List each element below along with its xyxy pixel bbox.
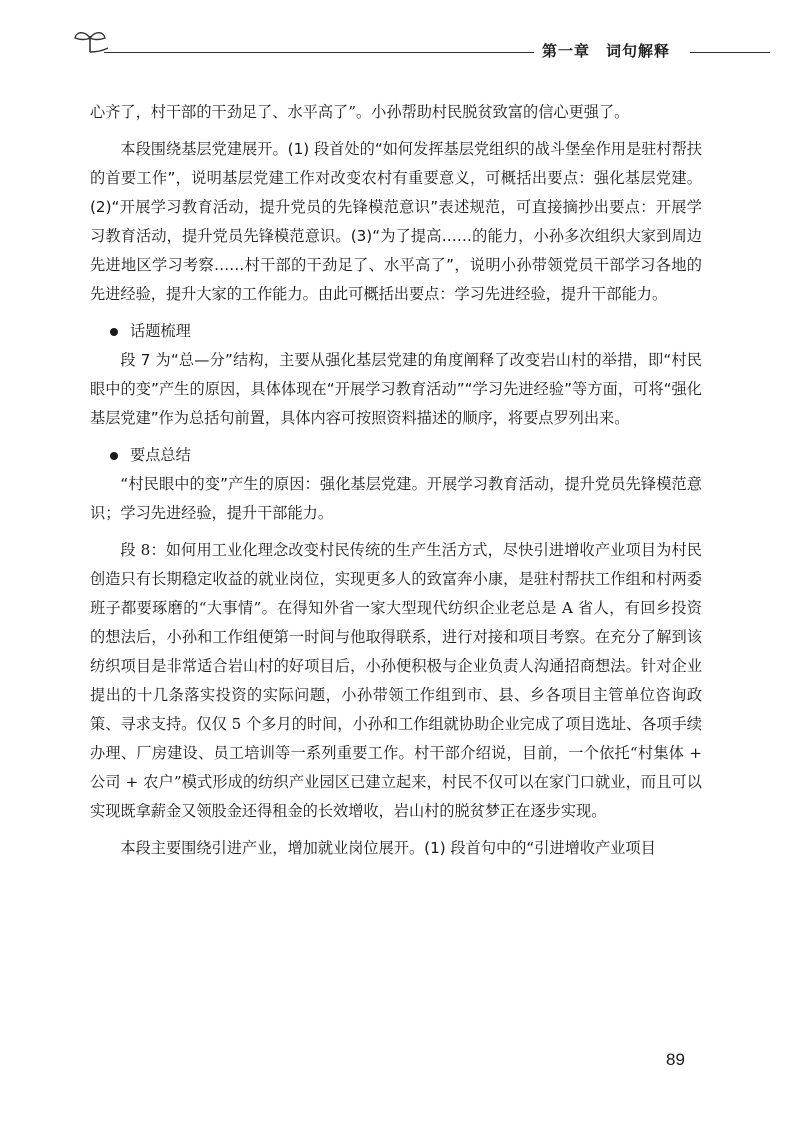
paragraph: 本段主要围绕引进产业，增加就业岗位展开。(1) 段首句中的“引进增收产业项目 — [120, 839, 656, 857]
section-heading-label: 话题梳理 — [130, 322, 191, 340]
chapter-title: 第一章 词句解释 — [542, 42, 671, 60]
section-heading — [90, 317, 702, 346]
paragraph: 心齐了，村干部的干劲足了、水平高了”。小孙帮助村民脱贫致富的信心更强了。 — [90, 103, 630, 121]
header-rule-left — [104, 52, 534, 53]
paragraph: 段 8：如何用工业化理念改变村民传统的生产生活方式，尽快引进增收产业项目为村民创造只有长期稳定收益的就业岗位，实现更多人的致富奔小康，是驻村帮扶工作组和村两委班子都要琢磨的“大事情”。在得知外省一家大型现代纺织企业老总是 A 省人，有回乡投资的想法后，小孙和工作组便第一时间与他取得联系，进行对接和项目考察。在充分了解到该纺织项目是非常适合岩山村的好项目后，小孙便积极与企业负责人沟通招商想法。针对企业提出的十几条落实投资的实际问题，小孙带领工作组到市、县、乡各项目主管单位咨询政策、寻求支持。仅仅 5 个多月的时间，小孙和工作组就协助企业完成了项目选址、各项手续办理、厂房建设、员工培训等一系列重要工作。村干部介绍说，目前，一个依托“村集体 + 公司 + 农户”模式形成的纺织产业园区已建立起来，村民不仅可以在家门口就业，而且可以实现既拿薪金又领股金还得租金的长效增收，岩山村的脱贫梦正在逐步实现。 — [90, 541, 702, 820]
paragraph: “村民眼中的变”产生的原因：强化基层党建。开展学习教育活动，提升党员先锋模范意识；学习先进经验，提升干部能力。 — [90, 475, 702, 522]
paragraph: 本段围绕基层党建展开。(1) 段首处的“如何发挥基层党组织的战斗堡垒作用是驻村帮扶的首要工作”，说明基层党建工作对改变农村有重要意义，可概括出要点：强化基层党建。(2)“开展学习教育活动，提升党员的先锋模范意识”表述规范，可直接摘抄出要点：开展学习教育活动，提升党员先锋模范意识。(3)“为了提高……的能力，小孙多次组织大家到周边先进地区学习考察……村干部的干劲足了、水平高了”，说明小孙带领党员干部学习各地的先进经验，提升大家的工作能力。由此可概括出要点：学习先进经验，提升干部能力。 — [90, 140, 702, 303]
paragraph: 段 7 为“总—分”结构，主要从强化基层党建的角度阐释了改变岩山村的举措，即“村民眼中的变”产生的原因，具体体现在“开展学习教育活动”“学习先进经验”等方面，可将“强化基层党建”作为总括句前置，具体内容可按照资料描述的顺序，将要点罗列出来。 — [90, 351, 702, 427]
section-heading-label: 要点总结 — [130, 446, 191, 464]
bullet-icon — [110, 452, 118, 460]
body-text — [90, 98, 702, 863]
section-heading — [90, 441, 702, 470]
header-rule-right — [690, 52, 770, 53]
bullet-icon — [110, 328, 118, 336]
page-number: 89 — [666, 1050, 685, 1069]
